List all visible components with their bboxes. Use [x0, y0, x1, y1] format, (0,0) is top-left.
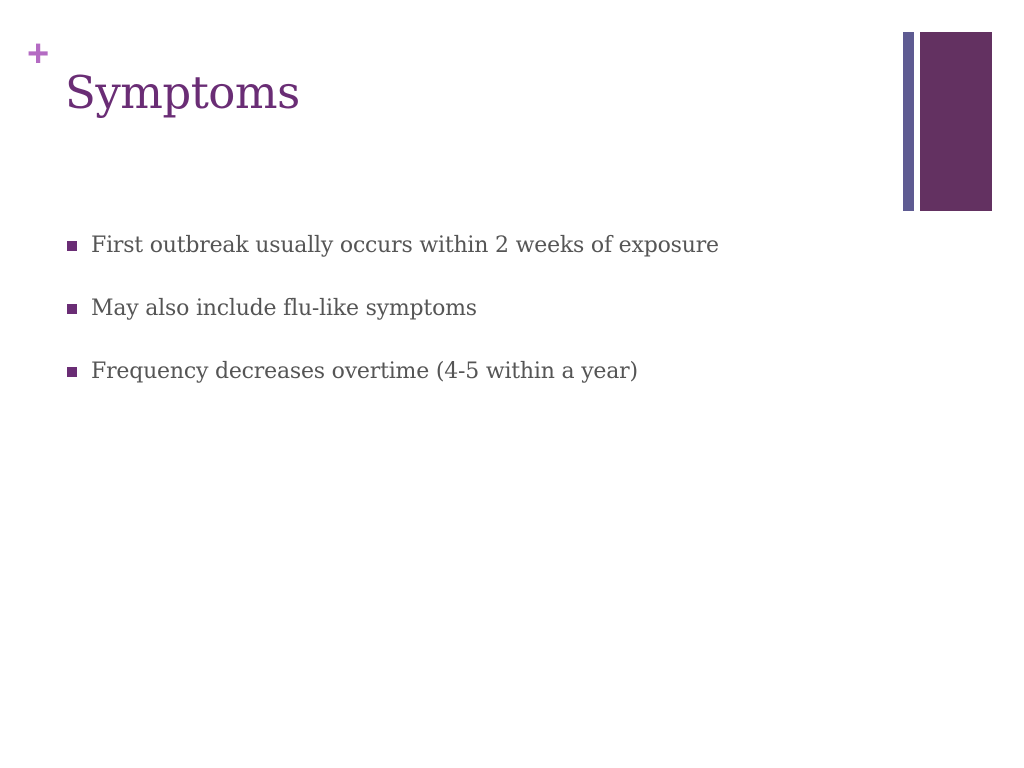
- bullet-item: [67, 352, 897, 415]
- decorative-bar-thin: [903, 32, 914, 211]
- bullet-text: First outbreak usually occurs within 2 weeks of exposure: [91, 233, 719, 258]
- bullet-text: Frequency decreases overtime (4-5 within a year): [91, 359, 638, 384]
- slide-title: Symptoms: [65, 66, 300, 119]
- square-bullet-icon: [67, 241, 77, 251]
- bullet-text: May also include flu-like symptoms: [91, 296, 477, 321]
- square-bullet-icon: [67, 304, 77, 314]
- square-bullet-icon: [67, 367, 77, 377]
- plus-icon: +: [27, 33, 50, 75]
- bullet-item: [67, 289, 897, 352]
- bullet-item: [67, 226, 897, 289]
- decorative-bar-wide: [920, 32, 992, 211]
- bullet-list: [67, 226, 897, 415]
